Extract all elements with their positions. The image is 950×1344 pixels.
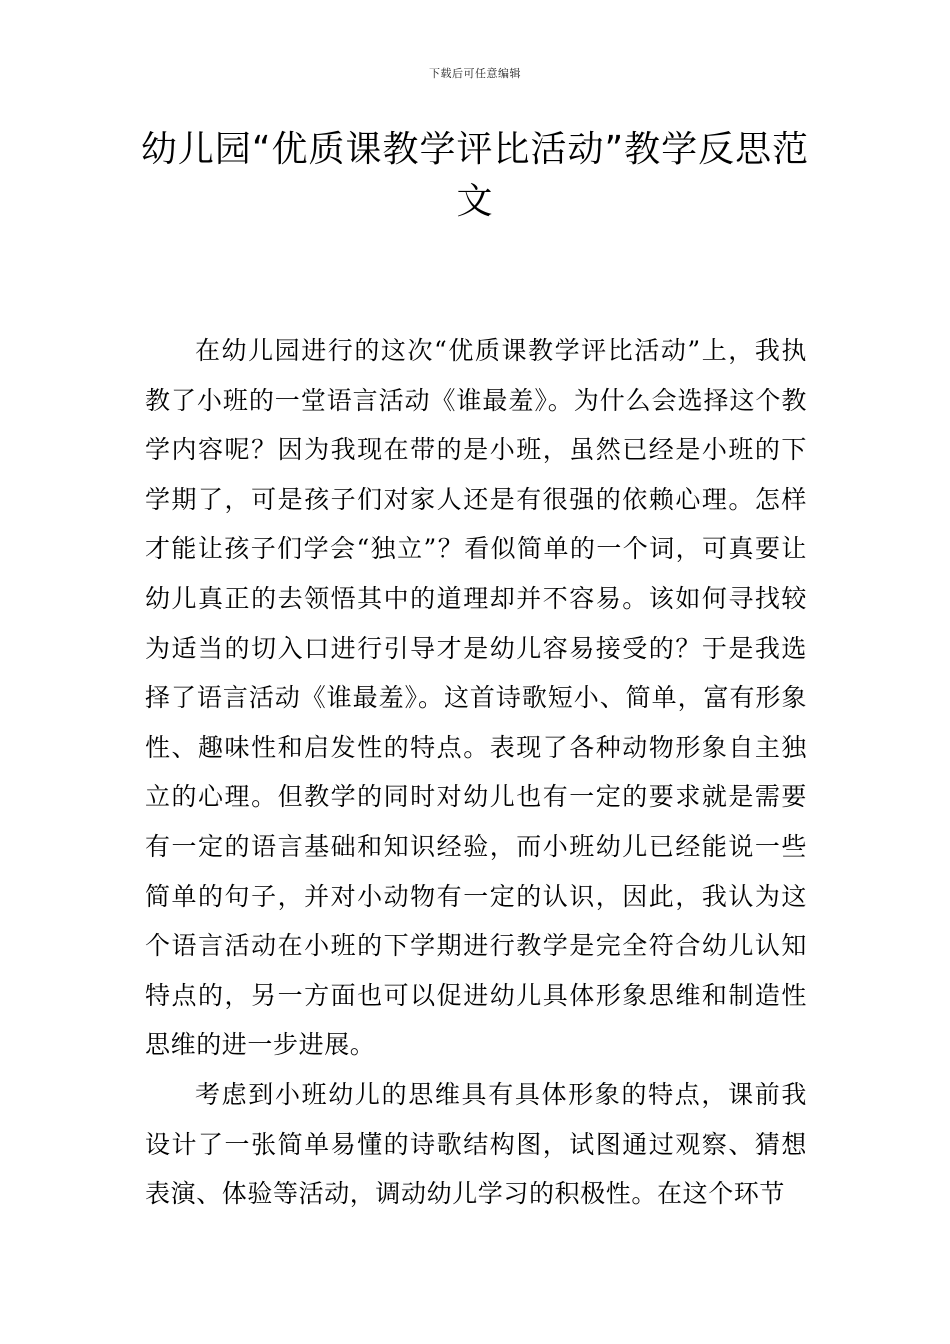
document-body (145, 326, 807, 1219)
body-paragraph: 考虑到小班幼儿的思维具有具体形象的特点，课前我设计了一张简单易懂的诗歌结构图，试图通过观察、猜想表演、体验等活动，调动幼儿学习的积极性。在这个环节 (145, 1079, 807, 1209)
header-note: 下载后可任意编辑 (429, 67, 521, 80)
body-paragraph: 在幼儿园进行的这次“优质课教学评比活动”上，我执教了小班的一堂语言活动《谁最羞》。为什么会选择这个教学内容呢？因为我现在带的是小班，虽然已经是小班的下学期了，可是孩子们对家人还是有很强的依赖心理。怎样才能让孩子们学会“独立”？看似简单的一个词，可真要让幼儿真正的去领悟其中的道理却并不容易。该如何寻找较为适当的切入口进行引导才是幼儿容易接受的？于是我选择了语言活动《谁最羞》。这首诗歌短小、简单，富有形象性、趣味性和启发性的特点。表现了各种动物形象自主独立的心理。但教学的同时对幼儿也有一定的要求就是需要有一定的语言基础和知识经验，而小班幼儿已经能说一些简单的句子，并对小动物有一定的认识，因此，我认为这个语言活动在小班的下学期进行教学是完全符合幼儿认知特点的，另一方面也可以促进幼儿具体形象思维和制造性思维的进一步进展。 (145, 336, 807, 1060)
document-title: 幼儿园“优质课教学评比活动”教学反思范文 (140, 129, 810, 222)
